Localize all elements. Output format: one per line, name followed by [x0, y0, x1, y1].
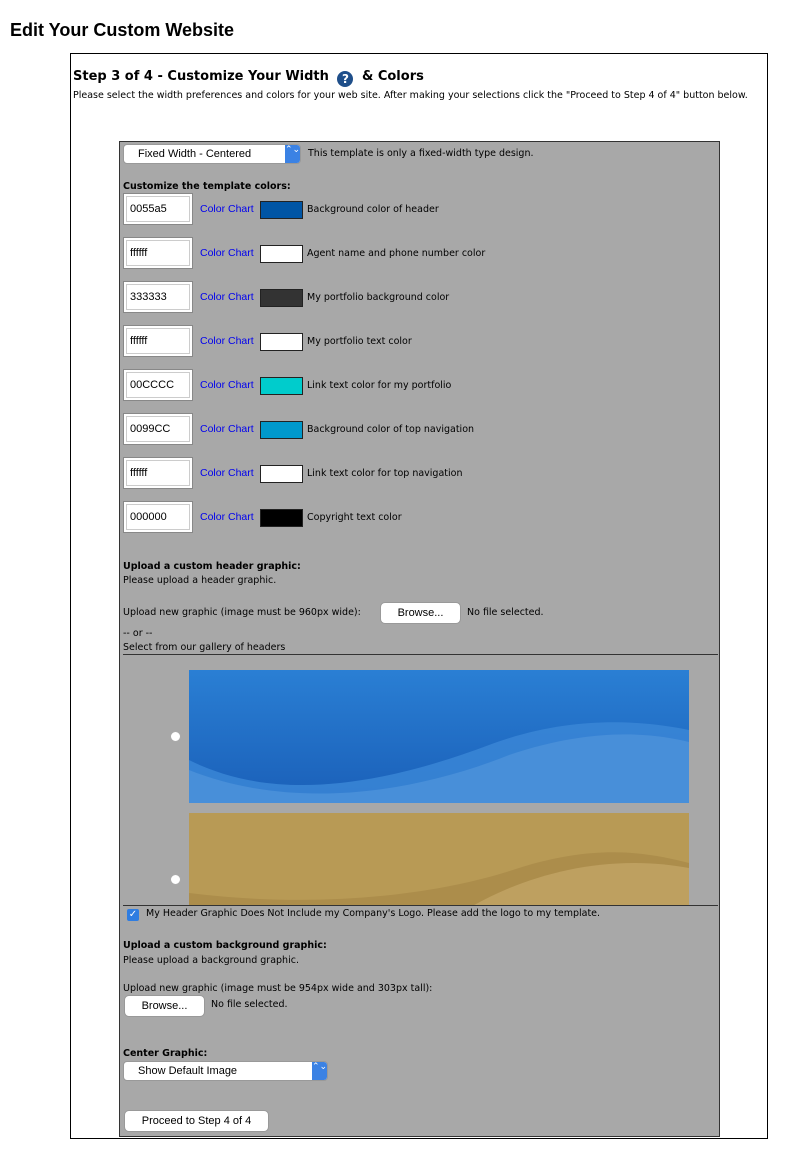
agent-name-color-input[interactable]: ffffff	[123, 237, 193, 269]
agent-name-color-label: Agent name and phone number color	[307, 248, 486, 259]
step-description: Please select the width preferences and colors for your web site. After making your selections click the "Proceed to Step 4 of 4" button below.	[73, 90, 748, 101]
width-select-arrow-icon: ⌃⌄	[285, 145, 300, 163]
center-graphic-select[interactable]	[123, 1061, 328, 1081]
header-bg-color-label: Background color of header	[307, 204, 439, 215]
agent-name-color-swatch[interactable]	[260, 245, 303, 263]
header-bg-color-chart-link[interactable]: Color Chart	[200, 203, 254, 215]
portfolio-bg-color-swatch[interactable]	[260, 289, 303, 307]
header-option-blue-image[interactable]	[189, 670, 689, 803]
copyright-color-chart-link[interactable]: Color Chart	[200, 511, 254, 523]
logo-checkbox-label: My Header Graphic Does Not Include my Company's Logo. Please add the logo to my template.	[146, 908, 601, 919]
top-nav-bg-color-label: Background color of top navigation	[307, 424, 475, 435]
top-nav-link-color-chart-link[interactable]: Color Chart	[200, 467, 254, 479]
portfolio-text-color-label: My portfolio text color	[307, 336, 412, 347]
colors-heading: Customize the template colors:	[123, 181, 291, 192]
copyright-color-swatch[interactable]	[260, 509, 303, 527]
width-note: This template is only a fixed-width type design.	[308, 148, 534, 159]
header-upload-instruction: Please upload a header graphic.	[123, 575, 277, 586]
background-upload-label: Upload new graphic (image must be 954px wide and 303px tall):	[123, 983, 433, 994]
header-option-blue-radio[interactable]	[170, 731, 181, 742]
copyright-color-label: Copyright text color	[307, 512, 402, 523]
background-upload-heading: Upload a custom background graphic:	[123, 940, 327, 951]
gallery-label: Select from our gallery of headers	[123, 642, 286, 653]
step-title-suffix: & Colors	[361, 69, 424, 84]
header-option-gold-radio[interactable]	[170, 874, 181, 885]
agent-name-color-chart-link[interactable]: Color Chart	[200, 247, 254, 259]
header-upload-heading: Upload a custom header graphic:	[123, 561, 301, 572]
background-no-file-text: No file selected.	[211, 999, 288, 1010]
portfolio-link-color-label: Link text color for my portfolio	[307, 380, 452, 391]
help-icon[interactable]: ?	[337, 71, 353, 87]
top-nav-bg-color-chart-link[interactable]: Color Chart	[200, 423, 254, 435]
portfolio-text-color-chart-link[interactable]: Color Chart	[200, 335, 254, 347]
top-nav-bg-color-input[interactable]: 0099CC	[123, 413, 193, 445]
header-bg-color-input[interactable]: 0055a5	[123, 193, 193, 225]
header-browse-button[interactable]: Browse...	[380, 602, 461, 624]
header-upload-label: Upload new graphic (image must be 960px wide):	[123, 607, 361, 618]
top-nav-bg-color-swatch[interactable]	[260, 421, 303, 439]
proceed-button[interactable]: Proceed to Step 4 of 4	[124, 1110, 269, 1132]
top-nav-link-color-swatch[interactable]	[260, 465, 303, 483]
or-separator: -- or --	[123, 628, 153, 639]
header-no-file-text: No file selected.	[467, 607, 544, 618]
width-select[interactable]	[123, 144, 301, 164]
portfolio-link-color-chart-link[interactable]: Color Chart	[200, 379, 254, 391]
portfolio-link-color-input[interactable]: 00CCCC	[123, 369, 193, 401]
top-nav-link-color-input[interactable]: ffffff	[123, 457, 193, 489]
center-graphic-select-value: Show Default Image	[138, 1065, 238, 1077]
background-browse-button[interactable]: Browse...	[124, 995, 205, 1017]
gallery-bottom-divider	[123, 905, 718, 906]
page-title: Edit Your Custom Website	[10, 20, 235, 40]
header-bg-color-swatch[interactable]	[260, 201, 303, 219]
header-option-gold-image[interactable]	[189, 813, 689, 905]
portfolio-link-color-swatch[interactable]	[260, 377, 303, 395]
center-graphic-select-arrow-icon: ⌃⌄	[312, 1062, 327, 1080]
copyright-color-input[interactable]: 000000	[123, 501, 193, 533]
step-title-text: Step 3 of 4 - Customize Your Width	[73, 69, 329, 84]
logo-checkbox[interactable]: ✓	[128, 909, 138, 920]
step-title	[73, 69, 424, 87]
portfolio-bg-color-chart-link[interactable]: Color Chart	[200, 291, 254, 303]
portfolio-bg-color-label: My portfolio background color	[307, 292, 450, 303]
background-upload-instruction: Please upload a background graphic.	[123, 955, 299, 966]
portfolio-text-color-swatch[interactable]	[260, 333, 303, 351]
portfolio-bg-color-input[interactable]: 333333	[123, 281, 193, 313]
center-graphic-heading: Center Graphic:	[123, 1048, 208, 1059]
portfolio-text-color-input[interactable]: ffffff	[123, 325, 193, 357]
header-gallery[interactable]	[120, 655, 719, 905]
top-nav-link-color-label: Link text color for top navigation	[307, 468, 463, 479]
width-select-value: Fixed Width - Centered	[138, 148, 252, 160]
